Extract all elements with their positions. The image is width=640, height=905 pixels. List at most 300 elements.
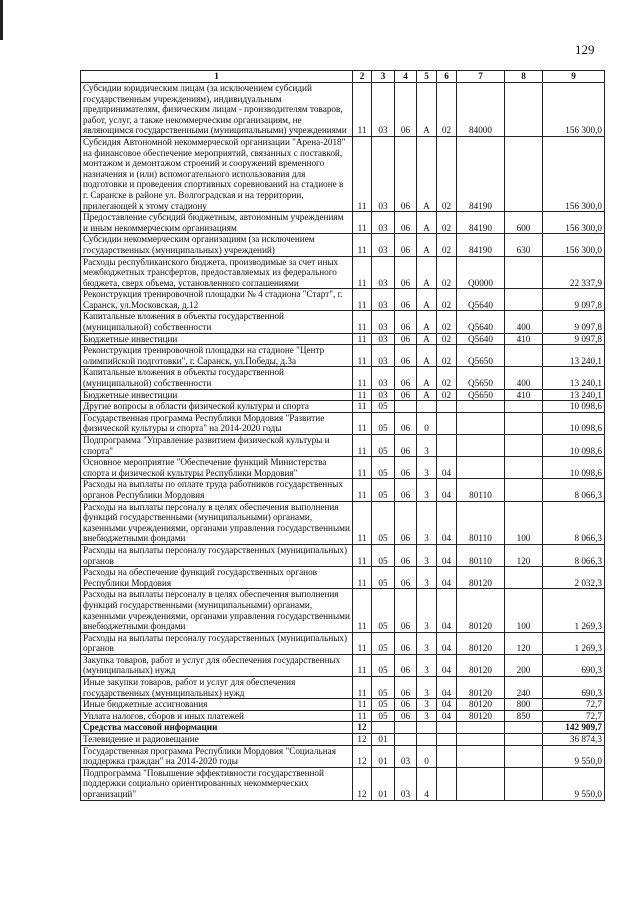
row-code-cell: 800: [505, 699, 543, 711]
budget-table: [80, 70, 605, 801]
row-amount: 9 550,0: [543, 767, 605, 800]
row-code-cell: 05: [372, 589, 395, 632]
row-code-cell: А: [417, 136, 437, 211]
header-cell: 3: [372, 71, 395, 83]
row-code-cell: 3: [417, 632, 437, 654]
row-code-cell: 04: [437, 501, 457, 544]
row-code-cell: 01: [372, 734, 395, 746]
row-amount: 10 098,6: [543, 435, 605, 457]
table-row: [81, 289, 605, 311]
row-code-cell: А: [417, 367, 437, 389]
row-code-cell: 3: [417, 457, 437, 479]
row-amount: 1 269,3: [543, 632, 605, 654]
row-code-cell: 02: [437, 136, 457, 211]
row-code-cell: [437, 401, 457, 413]
row-code-cell: 06: [395, 632, 417, 654]
row-amount: 36 874,3: [543, 734, 605, 746]
row-code-cell: 3: [417, 710, 437, 722]
table-row: [81, 345, 605, 367]
table-row: [81, 567, 605, 589]
table-row: [81, 734, 605, 746]
row-code-cell: 3: [417, 501, 437, 544]
row-amount: 9 097,8: [543, 289, 605, 311]
row-amount: 8 066,3: [543, 479, 605, 501]
row-amount: 22 337,9: [543, 256, 605, 289]
row-code-cell: 11: [353, 567, 372, 589]
row-code-cell: 410: [505, 389, 543, 401]
row-code-cell: 100: [505, 501, 543, 544]
row-amount: 8 066,3: [543, 544, 605, 566]
row-code-cell: 05: [372, 654, 395, 676]
table-row: [81, 710, 605, 722]
table-row: [81, 234, 605, 256]
row-code-cell: [372, 722, 395, 734]
row-code-cell: А: [417, 256, 437, 289]
row-description: Подпрограмма "Управление развитием физической культуры и спорта": [81, 435, 353, 457]
row-code-cell: 03: [372, 289, 395, 311]
row-code-cell: 06: [395, 256, 417, 289]
row-code-cell: 3: [417, 479, 437, 501]
row-code-cell: 06: [395, 83, 417, 137]
row-code-cell: 80110: [457, 544, 505, 566]
row-code-cell: 06: [395, 710, 417, 722]
row-description: Средства массовой информации: [81, 722, 353, 734]
row-code-cell: [505, 412, 543, 434]
row-code-cell: 05: [372, 632, 395, 654]
row-code-cell: 11: [353, 311, 372, 333]
row-code-cell: 06: [395, 212, 417, 234]
row-code-cell: 3: [417, 654, 437, 676]
row-code-cell: А: [417, 234, 437, 256]
table-row: [81, 83, 605, 137]
row-code-cell: [505, 289, 543, 311]
row-code-cell: Q5640: [457, 311, 505, 333]
row-amount: 9 097,8: [543, 311, 605, 333]
row-code-cell: 03: [372, 333, 395, 345]
row-code-cell: 02: [437, 389, 457, 401]
row-code-cell: 05: [372, 457, 395, 479]
row-code-cell: [505, 83, 543, 137]
row-code-cell: 80120: [457, 654, 505, 676]
row-code-cell: А: [417, 83, 437, 137]
row-amount: 72,7: [543, 710, 605, 722]
row-amount: 690,3: [543, 677, 605, 699]
row-code-cell: 06: [395, 311, 417, 333]
row-code-cell: [437, 435, 457, 457]
row-code-cell: 03: [372, 256, 395, 289]
row-code-cell: 05: [372, 501, 395, 544]
row-description: Расходы на выплаты персоналу в целях обеспечения выполнения функций государственными (муниципальными) органами, казенными учреждениями, органами управления государственными внебюджетными фондами: [81, 589, 353, 632]
header-cell: 9: [543, 71, 605, 83]
row-code-cell: 11: [353, 367, 372, 389]
row-description: Реконструкция тренировочной площадки № 4 стадиона "Старт", г. Саранск, ул.Московская, д.12: [81, 289, 353, 311]
row-code-cell: 04: [437, 699, 457, 711]
row-code-cell: 11: [353, 401, 372, 413]
row-code-cell: 02: [437, 212, 457, 234]
row-code-cell: 06: [395, 412, 417, 434]
table-row: [81, 333, 605, 345]
table-row: [81, 745, 605, 767]
header-cell: 8: [505, 71, 543, 83]
row-code-cell: 06: [395, 289, 417, 311]
row-amount: 690,3: [543, 654, 605, 676]
table-row: [81, 677, 605, 699]
row-code-cell: 02: [437, 311, 457, 333]
header-cell: 4: [395, 71, 417, 83]
row-code-cell: 02: [437, 345, 457, 367]
row-description: Государственная программа Республики Мордовия "Социальная поддержка граждан" на 2014-2020 годы: [81, 745, 353, 767]
row-code-cell: 06: [395, 654, 417, 676]
row-code-cell: 0: [417, 745, 437, 767]
row-code-cell: 80110: [457, 479, 505, 501]
row-description: Капитальные вложения в объекты государственной (муниципальной) собственности: [81, 367, 353, 389]
table-row: [81, 699, 605, 711]
row-code-cell: [505, 435, 543, 457]
row-amount: 2 032,3: [543, 567, 605, 589]
row-code-cell: 06: [395, 677, 417, 699]
row-code-cell: 120: [505, 632, 543, 654]
row-amount: 156 300,0: [543, 212, 605, 234]
row-code-cell: 630: [505, 234, 543, 256]
row-description: Капитальные вложения в объекты государственной (муниципальной) собственности: [81, 311, 353, 333]
row-amount: 72,7: [543, 699, 605, 711]
row-code-cell: [505, 567, 543, 589]
row-code-cell: [417, 401, 437, 413]
row-code-cell: 06: [395, 567, 417, 589]
row-code-cell: 400: [505, 311, 543, 333]
row-code-cell: 80120: [457, 567, 505, 589]
row-amount: 13 240,1: [543, 345, 605, 367]
row-amount: 13 240,1: [543, 367, 605, 389]
row-code-cell: [395, 734, 417, 746]
row-code-cell: [395, 401, 417, 413]
row-description: Субсидии некоммерческим организациям (за исключением государственных (муниципальных) учреждений): [81, 234, 353, 256]
row-code-cell: 850: [505, 710, 543, 722]
row-code-cell: 12: [353, 745, 372, 767]
row-code-cell: [395, 722, 417, 734]
row-code-cell: 120: [505, 544, 543, 566]
table-row: [81, 367, 605, 389]
row-code-cell: 03: [372, 311, 395, 333]
row-code-cell: 05: [372, 412, 395, 434]
row-code-cell: 400: [505, 367, 543, 389]
table-row: [81, 767, 605, 800]
table-row: [81, 632, 605, 654]
table-row: [81, 479, 605, 501]
row-code-cell: 04: [437, 710, 457, 722]
row-code-cell: [457, 457, 505, 479]
table-row: [81, 457, 605, 479]
row-code-cell: Q5640: [457, 333, 505, 345]
row-description: Другие вопросы в области физической культуры и спорта: [81, 401, 353, 413]
row-code-cell: 11: [353, 589, 372, 632]
row-code-cell: [505, 256, 543, 289]
row-code-cell: Q5650: [457, 367, 505, 389]
row-description: Расходы на выплаты по оплате труда работников государственных органов Республики Мордовия: [81, 479, 353, 501]
table-row: [81, 722, 605, 734]
row-code-cell: [437, 722, 457, 734]
row-code-cell: 12: [353, 734, 372, 746]
row-description: Основное мероприятие "Обеспечение функций Министерства спорта и физической культуры Республики Мордовия": [81, 457, 353, 479]
row-code-cell: 3: [417, 699, 437, 711]
row-description: Закупка товаров, работ и услуг для обеспечения государственных (муниципальных) нужд: [81, 654, 353, 676]
row-code-cell: [505, 401, 543, 413]
row-amount: 1 269,3: [543, 589, 605, 632]
row-code-cell: [457, 435, 505, 457]
row-code-cell: 06: [395, 333, 417, 345]
row-code-cell: 03: [395, 745, 417, 767]
scan-edge-mark: [0, 0, 3, 40]
row-code-cell: 02: [437, 289, 457, 311]
row-code-cell: 05: [372, 479, 395, 501]
table-row: [81, 389, 605, 401]
row-code-cell: 06: [395, 544, 417, 566]
row-code-cell: 4: [417, 767, 437, 800]
row-code-cell: 06: [395, 389, 417, 401]
row-description: Предоставление субсидий бюджетным, автономным учреждениям и иным некоммерческим организациям: [81, 212, 353, 234]
row-code-cell: А: [417, 212, 437, 234]
row-code-cell: 11: [353, 256, 372, 289]
row-code-cell: Q5640: [457, 289, 505, 311]
row-description: Расходы на выплаты персоналу государственных (муниципальных) органов: [81, 544, 353, 566]
row-code-cell: 80120: [457, 632, 505, 654]
row-code-cell: 03: [372, 367, 395, 389]
row-code-cell: 11: [353, 83, 372, 137]
row-code-cell: 02: [437, 83, 457, 137]
row-code-cell: [505, 722, 543, 734]
row-code-cell: [437, 745, 457, 767]
row-code-cell: [505, 345, 543, 367]
row-description: Расходы на выплаты персоналу государственных (муниципальных) органов: [81, 632, 353, 654]
row-code-cell: 84000: [457, 83, 505, 137]
table-row: [81, 256, 605, 289]
row-description: Иные закупки товаров, работ и услуг для обеспечения государственных (муниципальных) нужд: [81, 677, 353, 699]
row-code-cell: 0: [417, 412, 437, 434]
header-row: [81, 71, 605, 83]
row-code-cell: [417, 722, 437, 734]
row-code-cell: 11: [353, 710, 372, 722]
table-row: [81, 501, 605, 544]
row-code-cell: Q5650: [457, 389, 505, 401]
row-code-cell: 11: [353, 699, 372, 711]
row-code-cell: 11: [353, 435, 372, 457]
row-code-cell: Q5650: [457, 345, 505, 367]
row-code-cell: 11: [353, 212, 372, 234]
row-code-cell: А: [417, 289, 437, 311]
header-cell: 6: [437, 71, 457, 83]
row-code-cell: [417, 734, 437, 746]
row-code-cell: А: [417, 333, 437, 345]
row-code-cell: 02: [437, 367, 457, 389]
row-code-cell: 06: [395, 457, 417, 479]
row-code-cell: [505, 745, 543, 767]
row-code-cell: 06: [395, 435, 417, 457]
row-code-cell: 04: [437, 457, 457, 479]
row-amount: 10 098,6: [543, 457, 605, 479]
row-code-cell: 06: [395, 479, 417, 501]
row-code-cell: 05: [372, 710, 395, 722]
row-code-cell: [437, 767, 457, 800]
row-code-cell: 3: [417, 435, 437, 457]
row-description: Расходы на выплаты персоналу в целях обеспечения выполнения функций государственными (муниципальными) органами, казенными учреждениями, органами управления государственными внебюджетными фондами: [81, 501, 353, 544]
row-code-cell: 3: [417, 544, 437, 566]
row-code-cell: 84190: [457, 212, 505, 234]
table-row: [81, 136, 605, 211]
row-description: Государственная программа Республики Мордовия "Развитие физической культуры и спорта" на 2014-2020 годы: [81, 412, 353, 434]
row-code-cell: 05: [372, 401, 395, 413]
row-amount: 9 097,8: [543, 333, 605, 345]
row-code-cell: 3: [417, 567, 437, 589]
row-code-cell: 80120: [457, 589, 505, 632]
row-code-cell: [505, 136, 543, 211]
row-code-cell: 04: [437, 544, 457, 566]
row-code-cell: [457, 722, 505, 734]
row-amount: 13 240,1: [543, 389, 605, 401]
row-code-cell: 05: [372, 567, 395, 589]
row-code-cell: [437, 734, 457, 746]
row-description: Бюджетные инвестиции: [81, 333, 353, 345]
row-code-cell: 03: [372, 83, 395, 137]
header-cell: 1: [81, 71, 353, 83]
row-code-cell: 11: [353, 654, 372, 676]
row-code-cell: [505, 479, 543, 501]
row-code-cell: 11: [353, 389, 372, 401]
row-code-cell: [505, 457, 543, 479]
row-code-cell: 3: [417, 589, 437, 632]
row-amount: 10 098,6: [543, 401, 605, 413]
row-description: Иные бюджетные ассигнования: [81, 699, 353, 711]
row-code-cell: 02: [437, 234, 457, 256]
row-code-cell: 01: [372, 767, 395, 800]
header-cell: 7: [457, 71, 505, 83]
row-code-cell: 04: [437, 677, 457, 699]
row-code-cell: 03: [395, 767, 417, 800]
row-code-cell: 3: [417, 677, 437, 699]
row-code-cell: 11: [353, 479, 372, 501]
row-code-cell: 05: [372, 435, 395, 457]
row-code-cell: 84190: [457, 136, 505, 211]
row-code-cell: 11: [353, 677, 372, 699]
row-code-cell: 80120: [457, 677, 505, 699]
row-amount: 8 066,3: [543, 501, 605, 544]
table-row: [81, 654, 605, 676]
row-code-cell: 11: [353, 501, 372, 544]
row-description: Расходы на обеспечение функций государственных органов Республики Мордовия: [81, 567, 353, 589]
row-code-cell: 04: [437, 632, 457, 654]
row-code-cell: 03: [372, 389, 395, 401]
row-code-cell: 04: [437, 589, 457, 632]
row-code-cell: 03: [372, 234, 395, 256]
row-code-cell: 600: [505, 212, 543, 234]
row-code-cell: 80120: [457, 710, 505, 722]
row-amount: 156 300,0: [543, 234, 605, 256]
row-code-cell: 06: [395, 589, 417, 632]
row-description: Подпрограмма "Повышение эффективности государственной поддержки социально ориентированных некоммерческих организаций": [81, 767, 353, 800]
row-code-cell: 410: [505, 333, 543, 345]
row-code-cell: 06: [395, 501, 417, 544]
row-description: Уплата налогов, сборов и иных платежей: [81, 710, 353, 722]
row-code-cell: 05: [372, 677, 395, 699]
row-code-cell: 03: [372, 136, 395, 211]
row-code-cell: 06: [395, 136, 417, 211]
row-code-cell: 05: [372, 699, 395, 711]
row-code-cell: 06: [395, 367, 417, 389]
row-code-cell: 11: [353, 544, 372, 566]
row-code-cell: 11: [353, 412, 372, 434]
row-code-cell: [437, 412, 457, 434]
row-code-cell: 02: [437, 256, 457, 289]
row-code-cell: 100: [505, 589, 543, 632]
row-code-cell: 05: [372, 544, 395, 566]
table-body: [81, 83, 605, 801]
page-number: 129: [575, 42, 595, 57]
table-row: [81, 589, 605, 632]
row-code-cell: 04: [437, 654, 457, 676]
row-code-cell: 04: [437, 567, 457, 589]
table-row: [81, 311, 605, 333]
row-code-cell: 12: [353, 767, 372, 800]
row-code-cell: 06: [395, 345, 417, 367]
table-row: [81, 401, 605, 413]
row-code-cell: 03: [372, 212, 395, 234]
row-code-cell: 200: [505, 654, 543, 676]
row-code-cell: 06: [395, 699, 417, 711]
row-amount: 9 550,0: [543, 745, 605, 767]
row-description: Телевидение и радиовещание: [81, 734, 353, 746]
row-code-cell: 04: [437, 479, 457, 501]
row-code-cell: 80120: [457, 699, 505, 711]
row-code-cell: [457, 401, 505, 413]
row-code-cell: 03: [372, 345, 395, 367]
row-code-cell: [505, 767, 543, 800]
row-code-cell: А: [417, 345, 437, 367]
row-code-cell: 11: [353, 333, 372, 345]
table-row: [81, 435, 605, 457]
row-code-cell: 11: [353, 234, 372, 256]
row-amount: 10 098,6: [543, 412, 605, 434]
table-row: [81, 212, 605, 234]
row-code-cell: [457, 734, 505, 746]
row-amount: 156 300,0: [543, 83, 605, 137]
row-code-cell: [457, 412, 505, 434]
row-description: Субсидии юридическим лицам (за исключением субсидий государственным учреждениям), индивидуальным предпринимателям, физическим лицам - производителям товаров, работ, услуг, а также некоммерческим организациям, не являющимся государственными (муниципальными) учреждениями: [81, 83, 353, 137]
row-description: Реконструкция тренировочной площадки на стадионе "Центр олимпийской подготовки", г. Саранск, ул.Победы, д.3а: [81, 345, 353, 367]
row-code-cell: Q0000: [457, 256, 505, 289]
row-code-cell: 11: [353, 632, 372, 654]
header-cell: 2: [353, 71, 372, 83]
row-code-cell: 84190: [457, 234, 505, 256]
table-row: [81, 412, 605, 434]
row-code-cell: 06: [395, 234, 417, 256]
row-code-cell: 02: [437, 333, 457, 345]
row-code-cell: 240: [505, 677, 543, 699]
row-amount: 142 909,7: [543, 722, 605, 734]
row-code-cell: А: [417, 389, 437, 401]
row-code-cell: [457, 745, 505, 767]
row-description: Субсидия Автономной некоммерческой организации "Арена-2018" на финансовое обеспечение мероприятий, связанных с поставкой, монтажом и демонтажом строений и сооружений временного назначения и (или) вспомогательного использования для подготовки и проведения спортивных соревнований на стадионе в г. Саранске в районе ул. Волгоградская и на территории, прилегающей к этому стадиону: [81, 136, 353, 211]
row-code-cell: 11: [353, 136, 372, 211]
row-code-cell: 11: [353, 289, 372, 311]
row-code-cell: [505, 734, 543, 746]
row-code-cell: [457, 767, 505, 800]
row-code-cell: 80110: [457, 501, 505, 544]
row-code-cell: А: [417, 311, 437, 333]
row-code-cell: 12: [353, 722, 372, 734]
row-description: Бюджетные инвестиции: [81, 389, 353, 401]
row-code-cell: 11: [353, 345, 372, 367]
row-code-cell: 01: [372, 745, 395, 767]
header-cell: 5: [417, 71, 437, 83]
